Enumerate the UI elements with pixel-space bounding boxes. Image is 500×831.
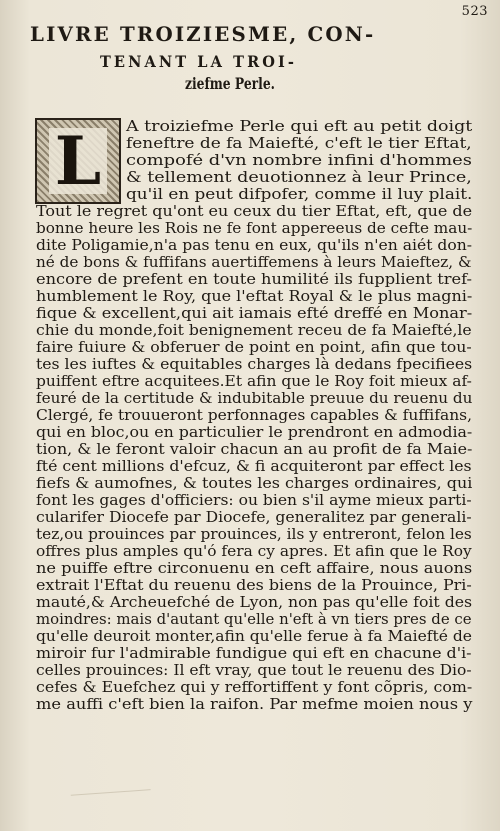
chapter-heading-line-1: LIVRE TROIZIESME, CON- xyxy=(30,22,376,46)
text-line: compofé d'vn nombre infini d'hommes xyxy=(126,153,472,169)
text-line: fiefs & aumofnes, & toutes les charges ordinaires, qui xyxy=(36,476,473,492)
text-line: moindres: mais d'autant qu'elle n'eft à vn tiers pres de ce xyxy=(36,612,472,628)
text-line: A troiziefme Perle qui eft au petit doigt xyxy=(126,119,473,135)
text-line: Clergé, fe trouueront perfonnages capables & fuffifans, xyxy=(36,408,472,424)
text-line: fté cent millions d'efcuz, & fi acquiteront par effect les xyxy=(36,459,472,475)
chapter-heading-line-2: TENANT LA TROI- xyxy=(100,52,298,71)
text-line: mauté,& Archeuefché de Lyon, non pas qu'elle foit des xyxy=(36,595,473,611)
text-line: fique & excellent,qui ait iamais efté dreffé en Monar- xyxy=(36,306,473,322)
text-line: & tellement deuotionnez à leur Prince, xyxy=(126,170,472,186)
text-line: cefes & Euefchez qui y reffortiffent y font cõpris, com- xyxy=(36,680,473,696)
page-number: 523 xyxy=(461,4,488,19)
text-line: ne puiffe eftre circonuenu en ceft affaire, nous auons xyxy=(36,561,473,577)
text-line: qu'il en peut difpofer, comme il luy plait. xyxy=(126,187,473,203)
text-line: qu'elle deuroit monter,afin qu'elle ferue à fa Maiefté de xyxy=(36,629,472,645)
text-line: dite Poligamie,n'a pas tenu en eux, qu'ils n'en aiét don- xyxy=(36,238,473,254)
drop-cap-letter: L xyxy=(49,128,107,194)
chapter-heading-line-3: ziefme Perle. xyxy=(185,74,275,93)
text-line: faire fuiure & obferuer de point en point, afin que tou- xyxy=(36,340,472,356)
text-line: né de bons & fuffifans auertiffemens à leurs Maieftez, & xyxy=(36,255,472,271)
text-line: feuré de la certitude & indubitable preuue du reuenu du xyxy=(36,391,473,407)
text-line: font les gages d'officiers: ou bien s'il ayme mieux parti- xyxy=(36,493,472,509)
text-line: encore de prefent en toute humilité ils fupplient tref- xyxy=(36,272,472,288)
text-line: humblement le Roy, que l'eftat Royal & le plus magni- xyxy=(36,289,473,305)
text-line: bonne heure les Rois ne fe font appereeus de cefte mau- xyxy=(36,221,473,237)
text-line: extrait l'Eftat du reuenu des biens de la Prouince, Pri- xyxy=(36,578,472,594)
text-line: offres plus amples qu'ó fera cy apres. Et afin que le Roy xyxy=(36,544,472,560)
text-line: me auffi c'eft bien la raifon. Par mefme moien nous y xyxy=(36,697,473,713)
text-line: puiffent eftre acquitees.Et afin que le Roy foit mieux af- xyxy=(36,374,472,390)
text-line: qui en bloc,ou en particulier le prendront en admodia- xyxy=(36,425,473,441)
text-line: tez,ou prouinces par prouinces, ils y entreront, felon les xyxy=(36,527,472,543)
text-line: Tout le regret qu'ont eu ceux du tier Eftat, eft, que de xyxy=(36,204,473,220)
text-line: celles prouinces: Il eft vray, que tout le reuenu des Dio- xyxy=(36,663,472,679)
text-line: feneftre de fa Maiefté, c'eft le tier Eftat, xyxy=(126,136,472,152)
text-line: chie du monde,foit benignement receu de fa Maiefté,le xyxy=(36,323,472,339)
text-line: tes les iuftes & equitables charges là dedans fpecifiees xyxy=(36,357,473,373)
text-line: tion, & le feront valoir chacun an au profit de fa Maie- xyxy=(36,442,473,458)
text-line: cularifer Diocefe par Diocefe, generalitez par generali- xyxy=(36,510,472,526)
text-line: miroir fur l'admirable fundigue qui eft en chacune d'i- xyxy=(36,646,472,662)
